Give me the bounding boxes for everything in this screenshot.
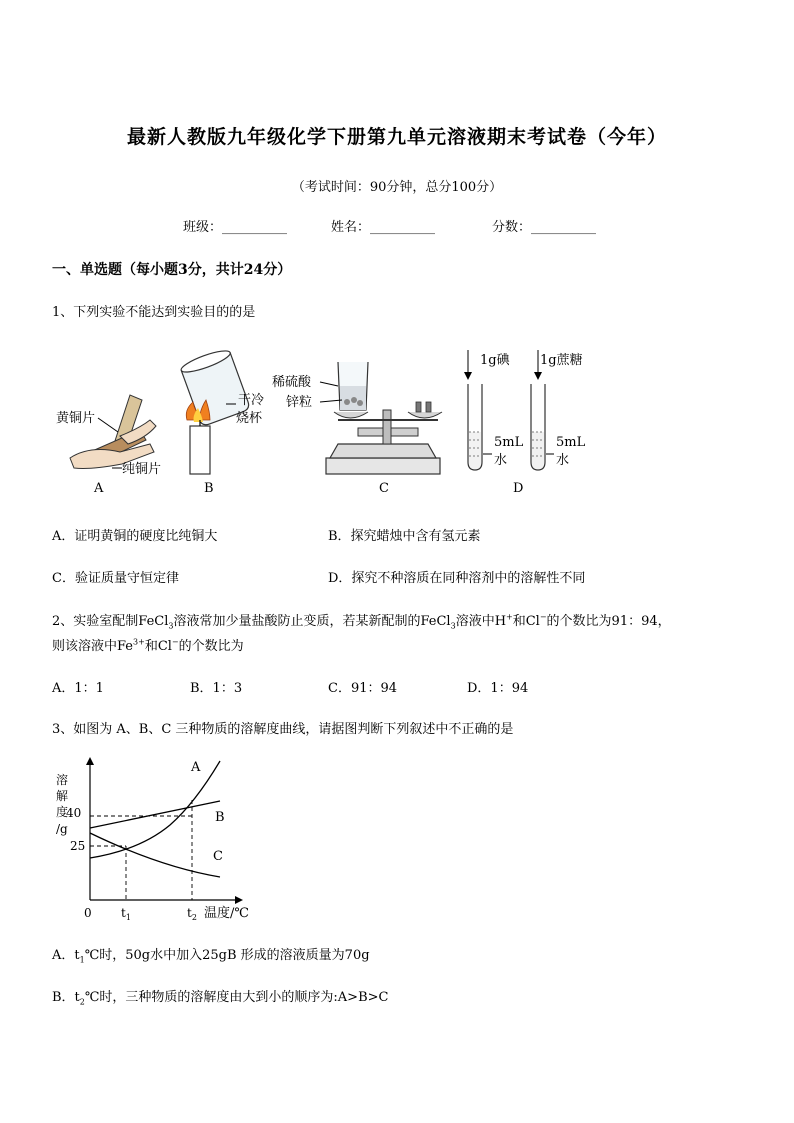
y-axis-arrow bbox=[86, 757, 94, 765]
q1-option-b[interactable]: B．探究蜡烛中含有氢元素 bbox=[328, 529, 481, 544]
curve-b bbox=[90, 801, 220, 828]
x-axis-label: 温度/℃ bbox=[204, 906, 249, 921]
class-field: 班级：__________ bbox=[183, 220, 288, 235]
sucrose-label: 1g蔗糖 bbox=[540, 353, 583, 368]
beaker-label: 烧杯 bbox=[236, 411, 263, 426]
series-a-label: A bbox=[191, 760, 201, 775]
q1-apparatus-figure bbox=[50, 340, 610, 500]
y-tick-25: 25 bbox=[70, 839, 86, 853]
q1-option-d[interactable]: D．探究不种溶质在同种溶剂中的溶解性不同 bbox=[328, 571, 586, 586]
figure-c bbox=[272, 362, 442, 496]
q3-option-a[interactable]: A．$t_1℃$时，50g水中加入25gB 形成的溶液质量为70g bbox=[52, 948, 370, 965]
water-amount-2: 5mL bbox=[556, 435, 586, 450]
figure-b bbox=[179, 347, 264, 496]
water-label-1: 水 bbox=[494, 453, 508, 468]
series-b-label: B bbox=[215, 810, 225, 825]
origin-label: 0 bbox=[84, 906, 92, 920]
acid-label: 稀硫酸 bbox=[272, 375, 312, 390]
brass-label: 黄铜片 bbox=[56, 411, 96, 426]
question-3-stem: 3、如图为 A、B、C 三种物质的溶解度曲线，请据图判断下列叙述中不正确的是 bbox=[52, 722, 514, 737]
figure-a bbox=[56, 395, 161, 496]
x-axis-arrow bbox=[235, 896, 243, 904]
y-label-char-1: 溶 bbox=[56, 773, 69, 787]
y-label-char-4: /g bbox=[56, 822, 68, 836]
question-2-stem-line-1: 2、实验室配制FeCl$_3$溶液常加少量盐酸防止变质，若某新配制的FeCl$_3$溶液中H+和Cl−的个数比为91：94， bbox=[52, 612, 671, 631]
name-field: 姓名：__________ bbox=[331, 220, 436, 235]
q3-option-b[interactable]: B．$t_2℃$时，三种物质的溶解度由大到小的顺序为:A>B>C bbox=[52, 990, 389, 1007]
q1-option-c[interactable]: C．验证质量守恒定律 bbox=[52, 571, 179, 586]
figure-b-label: B bbox=[204, 481, 214, 496]
water-amount-1: 5mL bbox=[494, 435, 524, 450]
q2-option-d[interactable]: D．1：94 bbox=[467, 681, 529, 696]
q2-option-a[interactable]: A．1：1 bbox=[52, 681, 104, 696]
figure-c-label: C bbox=[379, 481, 389, 496]
section-heading: 一、单选题（每小题3分，共计24分） bbox=[52, 262, 292, 278]
zinc-label: 锌粒 bbox=[286, 395, 313, 410]
y-tick-40: 40 bbox=[66, 806, 82, 820]
dry-cold-label: 干冷 bbox=[238, 393, 265, 408]
figure-a-label: A bbox=[94, 481, 104, 496]
x-tick-t1: $t_1$ bbox=[121, 906, 131, 922]
curve-c bbox=[90, 833, 220, 877]
q1-option-a[interactable]: A．证明黄铜的硬度比纯铜大 bbox=[52, 529, 218, 544]
q2-option-c[interactable]: C．91：94 bbox=[328, 681, 398, 696]
curve-a bbox=[90, 761, 220, 858]
copper-label: 纯铜片 bbox=[122, 462, 162, 477]
question-2-stem-line-2: 则该溶液中$Fe^{3+}$和Cl−的个数比为 bbox=[52, 637, 244, 654]
water-label-2: 水 bbox=[556, 453, 570, 468]
solubility-chart bbox=[50, 755, 260, 925]
exam-info: （考试时间：90分钟，总分100分） bbox=[291, 180, 503, 195]
x-tick-t2: $t_2$ bbox=[187, 906, 197, 922]
iodine-label: 1g碘 bbox=[480, 353, 510, 368]
y-label-char-2: 解 bbox=[56, 789, 69, 803]
y-label-char-3: 度 bbox=[56, 805, 69, 819]
score-field: 分数：__________ bbox=[492, 220, 597, 235]
question-1-stem: 1、下列实验不能达到实验目的的是 bbox=[52, 305, 256, 320]
series-c-label: C bbox=[213, 849, 223, 864]
q2-option-b[interactable]: B．1：3 bbox=[190, 681, 243, 696]
figure-d bbox=[464, 350, 586, 496]
paper-title: 最新人教版九年级化学下册第九单元溶液期末考试卷（今年） bbox=[126, 126, 667, 148]
figure-d-label: D bbox=[513, 481, 524, 496]
